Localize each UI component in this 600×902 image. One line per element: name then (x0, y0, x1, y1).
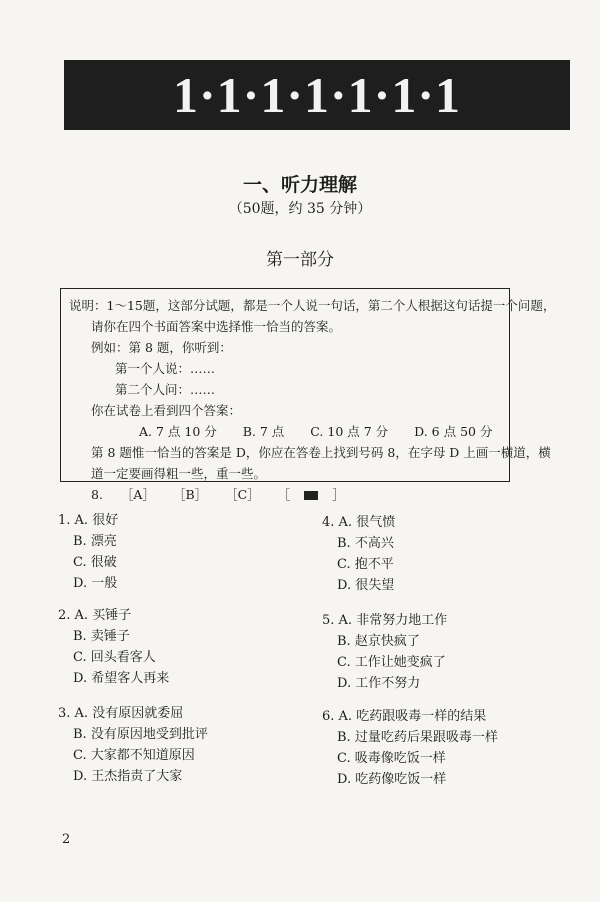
option: C. 工作让她变疯了 (337, 655, 446, 670)
instruction-line: 道一定要画得粗一些，重一些。 (91, 466, 267, 481)
option: A. 吃药跟吸毒一样的结果 (338, 709, 487, 724)
page-number: 2 (62, 832, 71, 847)
option: B. 赵京快疯了 (337, 634, 420, 649)
part-title: 第一部分 (266, 250, 334, 270)
option: C. 抱不平 (337, 557, 394, 572)
option: D. 希望客人再来 (73, 671, 170, 686)
filled-mark-icon (304, 491, 318, 500)
instructions-box (60, 288, 556, 502)
option: D. 很失望 (337, 578, 395, 593)
option: C. 很破 (73, 555, 117, 570)
question-6 (322, 706, 498, 790)
option: D. 一般 (73, 576, 118, 591)
question-number: 1. (58, 513, 71, 528)
option: A. 很好 (74, 513, 119, 528)
question-2 (58, 605, 169, 689)
question-number: 4. (322, 515, 335, 530)
option: D. 工作不努力 (337, 676, 421, 691)
option: D. 吃药像吃饭一样 (337, 772, 447, 787)
example-options (69, 421, 501, 442)
example-option: A. 7 点 10 分 (139, 424, 217, 439)
question-number: 3. (58, 706, 71, 721)
section-title: 一、听力理解 (242, 174, 357, 196)
question-4 (322, 512, 395, 596)
question-number: 2. (58, 608, 71, 623)
example-option: D. 6 点 50 分 (414, 424, 493, 439)
option: A. 买锤子 (74, 608, 132, 623)
option: C. 回头看客人 (73, 650, 156, 665)
instruction-line: 例如：第 8 题，你听到： (91, 340, 232, 355)
question-5 (322, 610, 447, 694)
instruction-line: 请你在四个书面答案中选择惟一恰当的答案。 (91, 319, 342, 334)
option: A. 没有原因就委屈 (74, 706, 184, 721)
answer-bubble: ［C］ (225, 487, 260, 502)
instruction-line: 第 8 题惟一恰当的答案是 D，你应在答卷上找到号码 8，在字母 D 上画一横道，横 (91, 445, 551, 460)
question-number: 5. (322, 613, 335, 628)
instruction-line: 第二个人问：…… (115, 382, 216, 397)
example-option: C. 10 点 7 分 (310, 424, 389, 439)
option: B. 漂亮 (73, 534, 117, 549)
answer-bubble-filled: ［ ］ (277, 487, 345, 502)
option: A. 非常努力地工作 (338, 613, 448, 628)
answer-number: 8. (91, 487, 103, 502)
option: B. 没有原因地受到批评 (73, 727, 208, 742)
section-subtitle: （50题，约 35 分钟） (228, 201, 372, 217)
instruction-line: 你在试卷上看到四个答案： (91, 403, 242, 418)
option: B. 过量吃药后果跟吸毒一样 (337, 730, 498, 745)
option: D. 王杰指责了大家 (73, 769, 183, 784)
example-option: B. 7 点 (242, 424, 285, 439)
option: B. 不高兴 (337, 536, 394, 551)
question-1 (58, 510, 118, 594)
instruction-line: 说明：1～15题，这部分试题，都是一个人说一句话，第二个人根据这句话提一个问题， (69, 298, 556, 313)
chapter-banner: 1·1·1·1·1·1·1 (64, 60, 570, 130)
option: B. 卖锤子 (73, 629, 130, 644)
instruction-line: 第一个人说：…… (115, 361, 216, 376)
question-3 (58, 703, 208, 787)
option: A. 很气愤 (338, 515, 396, 530)
option: C. 大家都不知道原因 (73, 748, 195, 763)
answer-bubble: ［B］ (172, 487, 208, 502)
option: C. 吸毒像吃饭一样 (337, 751, 446, 766)
answer-sheet-example (69, 484, 501, 505)
answer-bubble: ［A］ (120, 487, 155, 502)
question-number: 6. (322, 709, 335, 724)
